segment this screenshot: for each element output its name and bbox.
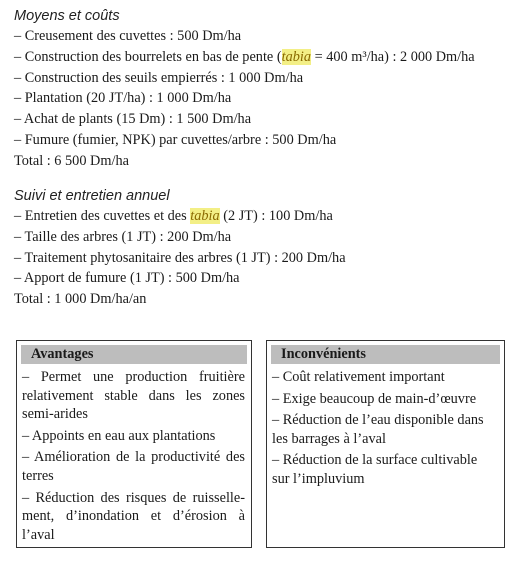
suivi-item: – Traitement phytosanitaire des arbres (1 JT) : 200 Dm/ha: [14, 249, 346, 266]
suivi-item: – Taille des arbres (1 JT) : 200 Dm/ha: [14, 228, 232, 245]
inconvenient-item: – Réduction de l’eau disponible dans les barrages à l’aval: [272, 412, 484, 447]
moyens-total: Total : 6 500 Dm/ha: [14, 152, 129, 169]
suivi-heading: Suivi et entretien annuel: [14, 188, 170, 204]
moyens-item: – Creusement des cuvettes : 500 Dm/ha: [14, 28, 242, 44]
suivi-item: – Apport de fumure (1 JT) : 500 Dm/ha: [14, 270, 240, 287]
moyens-item: – Construction des seuils empierrés : 1 000 Dm/ha: [14, 69, 304, 86]
inconvenient-item: – Exige beaucoup de main-d’œuvre: [272, 390, 477, 407]
avantage-item: – Appoints en eau aux plantations: [22, 427, 216, 444]
avantage-item: – Réduction des risques de ruisselle-ment, d’inondation et d’érosion à l’aval: [22, 489, 245, 543]
moyens-section: [14, 6, 514, 172]
inconvenient-item: – Coût relativement important: [272, 369, 445, 385]
moyens-heading: Moyens et coûts: [14, 8, 120, 24]
inconvenients-box: [266, 340, 505, 548]
avantage-item: – Permet une production fruitière relativement stable dans les zones semi-arides: [22, 369, 245, 423]
moyens-item: – Construction des bourrelets en bas de pente (tabia = 400 m³/ha) : 2 000 Dm/ha: [14, 48, 475, 65]
avantage-item: – Amélioration de la productivité des terres: [22, 449, 245, 484]
moyens-item: – Achat de plants (15 Dm) : 1 500 Dm/ha: [14, 111, 252, 128]
inconvenients-title: Inconvénients: [271, 345, 500, 364]
inconvenient-item: – Réduction de la surface cultivable sur l’impluvium: [272, 452, 478, 487]
tabia-term: tabia: [281, 48, 311, 65]
suivi-total: Total : 1 000 Dm/ha/an: [14, 291, 147, 308]
avantages-title: Avantages: [21, 345, 247, 364]
avantages-box: [16, 340, 252, 548]
suivi-item: – Entretien des cuvettes et des tabia (2 JT) : 100 Dm/ha: [14, 208, 333, 224]
suivi-section: [14, 186, 514, 310]
moyens-item: – Fumure (fumier, NPK) par cuvettes/arbre : 500 Dm/ha: [14, 131, 337, 148]
moyens-item: – Plantation (20 JT/ha) : 1 000 Dm/ha: [14, 90, 232, 107]
tabia-term: tabia: [190, 208, 220, 224]
